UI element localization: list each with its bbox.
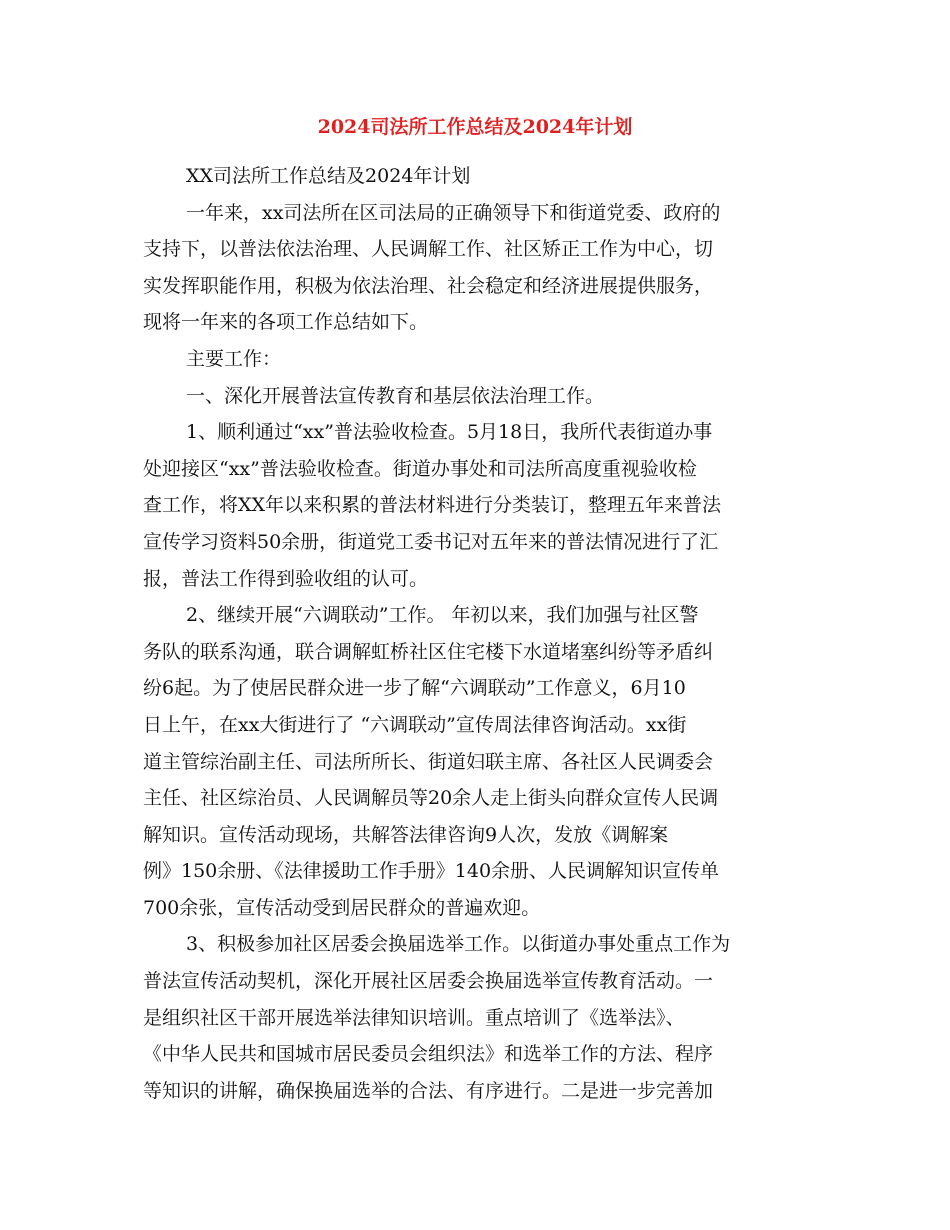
body-line: 查工作，将XX年以来积累的普法材料进行分类装订，整理五年来普法 — [143, 494, 722, 517]
document-body — [143, 158, 813, 1109]
body-line: 务队的联系沟通，联合调解虹桥社区住宅楼下水道堵塞纠纷等矛盾纠 — [143, 640, 714, 663]
body-line: 支持下，以普法依法治理、人民调解工作、社区矫正工作为中心，切 — [143, 238, 714, 261]
body-line: 一年来，xx司法所在区司法局的正确领导下和街道党委、政府的 — [186, 201, 721, 224]
body-line: 例》150余册、《法律援助工作手册》140余册、人民调解知识宣传单 — [143, 860, 720, 883]
body-line: 是组织社区干部开展选举法律知识培训。重点培训了《选举法》、 — [143, 1006, 685, 1029]
body-line: 主要工作： — [186, 347, 282, 370]
body-line: 1、顺利通过“xx”普法验收检查。5月18日，我所代表街道办事 — [186, 421, 713, 444]
body-line: 700余张，宣传活动受到居民群众的普遍欢迎。 — [143, 896, 541, 919]
body-line: 纷6起。为了使居民群众进一步了解“六调联动”工作意义，6月10 — [143, 677, 686, 700]
body-line: 报，普法工作得到验收组的认可。 — [143, 567, 429, 590]
body-line: XX司法所工作总结及2024年计划 — [186, 165, 471, 187]
body-line: 主任、社区综治员、人民调解员等20余人走上街头向群众宣传人民调 — [143, 787, 719, 810]
body-line: 3、积极参加社区居委会换届选举工作。以街道办事处重点工作为 — [186, 933, 731, 956]
body-line: 宣传学习资料50余册，街道党工委书记对五年来的普法情况进行了汇 — [143, 530, 719, 553]
body-line: 一、深化开展普法宣传教育和基层依法治理工作。 — [186, 384, 605, 407]
body-line: 日上午，在xx大街进行了 “六调联动”宣传周法律咨询活动。xx街 — [143, 713, 687, 736]
document-title: 2024司法所工作总结及2024年计划 — [317, 116, 633, 138]
body-line: 实发挥职能作用，积极为依法治理、社会稳定和经济进展提供服务， — [143, 274, 714, 297]
body-line: 2、继续开展“六调联动”工作。 年初以来，我们加强与社区警 — [186, 604, 699, 627]
body-line: 普法宣传活动契机，深化开展社区居委会换届选举宣传教育活动。一 — [143, 970, 714, 993]
body-line: 《中华人民共和国城市居民委员会组织法》和选举工作的方法、程序 — [143, 1043, 714, 1066]
body-line: 等知识的讲解，确保换届选举的合法、有序进行。二是进一步完善加 — [143, 1079, 714, 1102]
body-line: 处迎接区“xx”普法验收检查。街道办事处和司法所高度重视验收检 — [143, 457, 697, 480]
body-line: 道主管综治副主任、司法所所长、街道妇联主席、各社区人民调委会 — [143, 750, 714, 773]
body-line: 现将一年来的各项工作总结如下。 — [143, 311, 429, 334]
body-line: 解知识。宣传活动现场，共解答法律咨询9人次，发放《调解案 — [143, 823, 669, 846]
